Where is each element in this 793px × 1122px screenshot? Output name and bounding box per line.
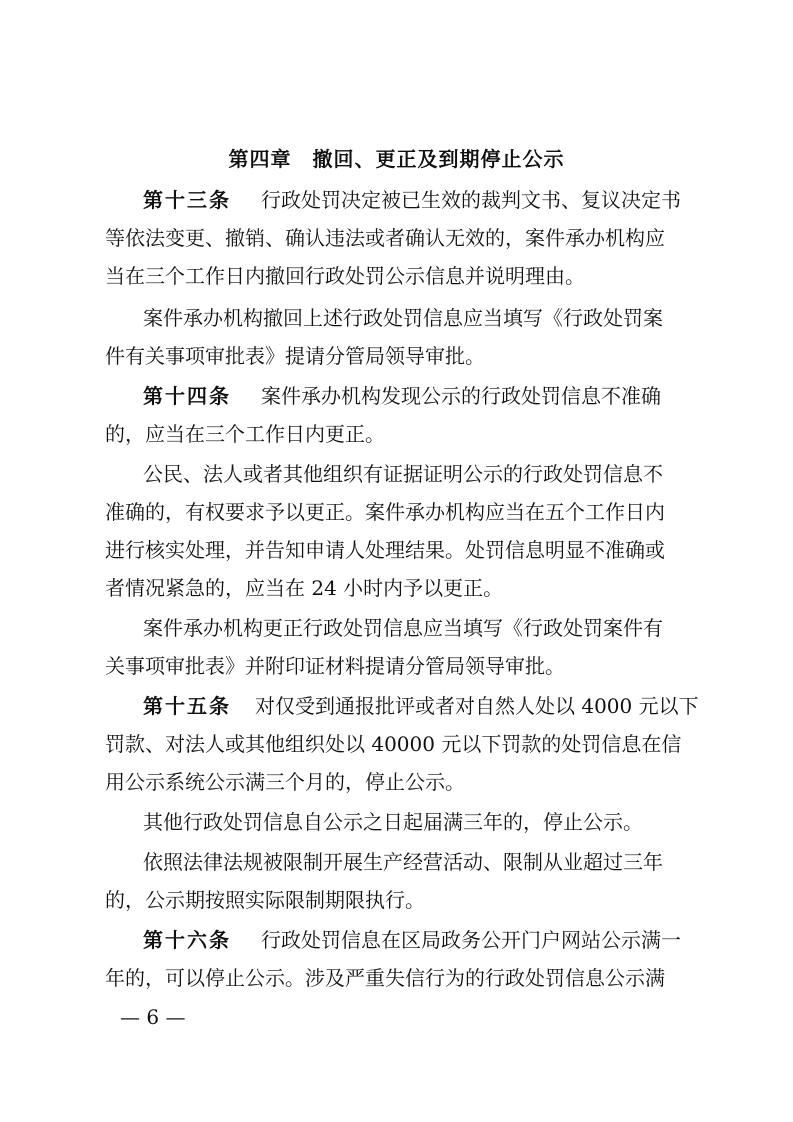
article-16-line-1: [143, 924, 681, 956]
citizen-paragraph-line-4: 者情况紧急的，应当在 24 小时内予以更正。: [105, 576, 504, 600]
revoke-paragraph-line-1: 案件承办机构撤回上述行政处罚信息应当填写《行政处罚案: [143, 306, 663, 330]
article-14-line-2: 的，应当在三个工作日内更正。: [105, 422, 385, 446]
article-15-text-1: 对仅受到通报批评或者对自然人处以 4000 元以下: [255, 694, 699, 718]
article-13-line-3: 当在三个工作日内撤回行政处罚公示信息并说明理由。: [105, 264, 585, 288]
law-paragraph-line-2: 的，公示期按照实际限制期限执行。: [105, 888, 425, 912]
law-paragraph-line-1: 依照法律法规被限制开展生产经营活动、限制从业超过三年: [143, 850, 663, 874]
article-16-heading: 第十六条: [143, 928, 231, 952]
article-15-line-1: [143, 690, 699, 722]
article-16-line-2: 年的，可以停止公示。涉及严重失信行为的行政处罚信息公示满: [105, 966, 665, 990]
article-16-text-1: 行政处罚信息在区局政务公开门户网站公示满一: [261, 928, 681, 952]
citizen-paragraph-line-3: 进行核实处理，并告知申请人处理结果。处罚信息明显不准确或: [105, 538, 665, 562]
page-number: — 6 —: [120, 1005, 186, 1029]
citizen-paragraph-line-1: 公民、法人或者其他组织有证据证明公示的行政处罚信息不: [143, 462, 663, 486]
article-15-line-3: 用公示系统公示满三个月的，停止公示。: [105, 770, 465, 794]
article-15-line-2: 罚款、对法人或其他组织处以 40000 元以下罚款的处罚信息在信: [105, 732, 682, 756]
citizen-paragraph-line-2: 准确的，有权要求予以更正。案件承办机构应当在五个工作日内: [105, 500, 665, 524]
article-13-heading: 第十三条: [143, 188, 231, 212]
correct-paragraph-line-1: 案件承办机构更正行政处罚信息应当填写《行政处罚案件有: [143, 616, 663, 640]
revoke-paragraph-line-2: 件有关事项审批表》提请分管局领导审批。: [105, 344, 485, 368]
chapter-title: 第四章 撤回、更正及到期停止公示: [228, 147, 565, 171]
correct-paragraph-line-2: 关事项审批表》并附印证材料提请分管局领导审批。: [105, 654, 565, 678]
article-14-heading: 第十四条: [143, 384, 231, 408]
article-13-text-1: 行政处罚决定被已生效的裁判文书、复议决定书: [261, 188, 681, 212]
article-15-heading: 第十五条: [143, 694, 231, 718]
article-14-text-1: 案件承办机构发现公示的行政处罚信息不准确: [261, 384, 661, 408]
article-13-line-2: 等依法变更、撤销、确认违法或者确认无效的，案件承办机构应: [105, 226, 665, 250]
other-paragraph-line-1: 其他行政处罚信息自公示之日起届满三年的，停止公示。: [143, 810, 643, 834]
article-13-line-1: [143, 184, 681, 216]
article-14-line-1: [143, 380, 661, 412]
